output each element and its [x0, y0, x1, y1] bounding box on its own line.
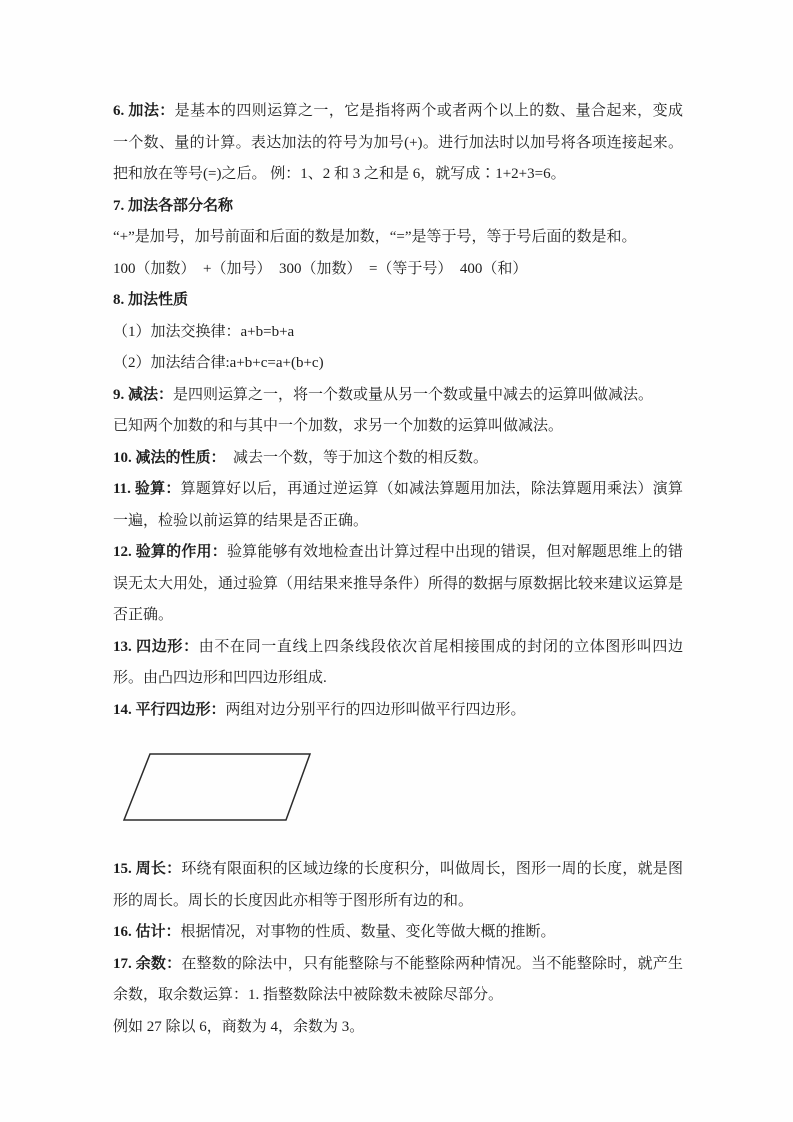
definition-text: “+”是加号，加号前面和后面的数是加数，“=”是等于号，等于号后面的数是和。 [113, 229, 637, 245]
definition-paragraph [113, 949, 683, 1012]
definition-text: 例如 27 除以 6，商数为 4，余数为 3。 [113, 1018, 365, 1035]
term-label: 8. 加法性质 [113, 292, 189, 308]
definition-paragraph [113, 474, 683, 537]
definition-text: （1）加法交换律：a+b=b+a [113, 323, 295, 340]
definition-paragraph [113, 222, 683, 254]
definition-text: 在整数的除法中，只有能整除与不能整除两种情况。当不能整除时，就产生余数，取余数运算：1. 指整数除法中被除数未被除尽部分。 [113, 955, 683, 1003]
definition-paragraph [113, 96, 683, 191]
term-label: 7. 加法各部分名称 [113, 197, 234, 214]
definition-paragraph [113, 1012, 683, 1044]
definition-text: 验算能够有效地检查出计算过程中出现的错误，但对解题思维上的错误无太大用处，通过验算（用结果来推导条件）所得的数据与原数据比较来建议运算是否正确。 [113, 544, 684, 623]
term-label: 6. 加法： [113, 103, 175, 119]
term-label: 14. 平行四边形： [113, 701, 226, 718]
definition-paragraph [113, 537, 683, 632]
definition-text: （2）加法结合律:a+b+c=a+(b+c) [113, 355, 324, 371]
definition-text: 是基本的四则运算之一，它是指将两个或者两个以上的数、量合起来，变成一个数、量的计算。表达加法的符号为加号(+)。进行加法时以加号将各项连接起来。把和放在等号(=)之后。 例：1、2 和 3 之和是 6，就写成∶1+2+3=6。 [113, 103, 683, 182]
definition-text: 减去一个数，等于加这个数的相反数。 [218, 449, 489, 466]
term-label: 16. 估计： [113, 924, 181, 940]
definition-paragraph [113, 285, 683, 317]
definition-text: 100（加数） +（加号） 300（加数） =（等于号） 400（和） [113, 260, 528, 277]
term-label: 17. 余数： [113, 955, 182, 972]
term-label: 11. 验算： [113, 481, 181, 497]
parallelogram-icon [113, 750, 333, 826]
term-label: 10. 减法的性质： [113, 449, 219, 466]
definition-paragraph [113, 191, 683, 223]
definition-text: 已知两个加数的和与其中一个加数，求另一个加数的运算叫做减法。 [113, 418, 564, 434]
term-label: 15. 周长： [113, 861, 182, 877]
parallelogram-figure [113, 750, 683, 826]
term-label: 13. 四边形： [113, 638, 199, 655]
definition-paragraph [113, 917, 683, 949]
definition-text: 算题算好以后，再通过逆运算（如减法算题用加法，除法算题用乘法）演算一遍，检验以前运算的结果是否正确。 [113, 481, 683, 529]
definition-paragraph [113, 632, 683, 695]
term-label: 12. 验算的作用： [113, 544, 227, 560]
definition-paragraph [113, 695, 683, 727]
definition-text: 两组对边分别平行的四边形叫做平行四边形。 [225, 701, 526, 718]
definition-paragraph [113, 317, 683, 349]
definition-paragraph [113, 854, 683, 917]
document-body [113, 96, 683, 1043]
definition-paragraph [113, 348, 683, 380]
definition-paragraph [113, 443, 683, 475]
definition-text: 根据情况，对事物的性质、数量、变化等做大概的推断。 [180, 924, 556, 940]
parallelogram-shape [124, 754, 310, 820]
definition-paragraph [113, 254, 683, 286]
term-label: 9. 减法： [113, 386, 174, 403]
definition-paragraph [113, 380, 683, 412]
definition-text: 是四则运算之一，将一个数或量从另一个数或量中减去的运算叫做减法。 [173, 386, 654, 403]
definition-paragraph [113, 411, 683, 443]
definition-text: 环绕有限面积的区域边缘的长度积分，叫做周长，图形一周的长度，就是图形的周长。周长的长度因此亦相等于图形所有边的和。 [113, 861, 683, 909]
definition-text: 由不在同一直线上四条线段依次首尾相接围成的封闭的立体图形叫四边形。由凸四边形和凹四边形组成. [113, 638, 683, 686]
